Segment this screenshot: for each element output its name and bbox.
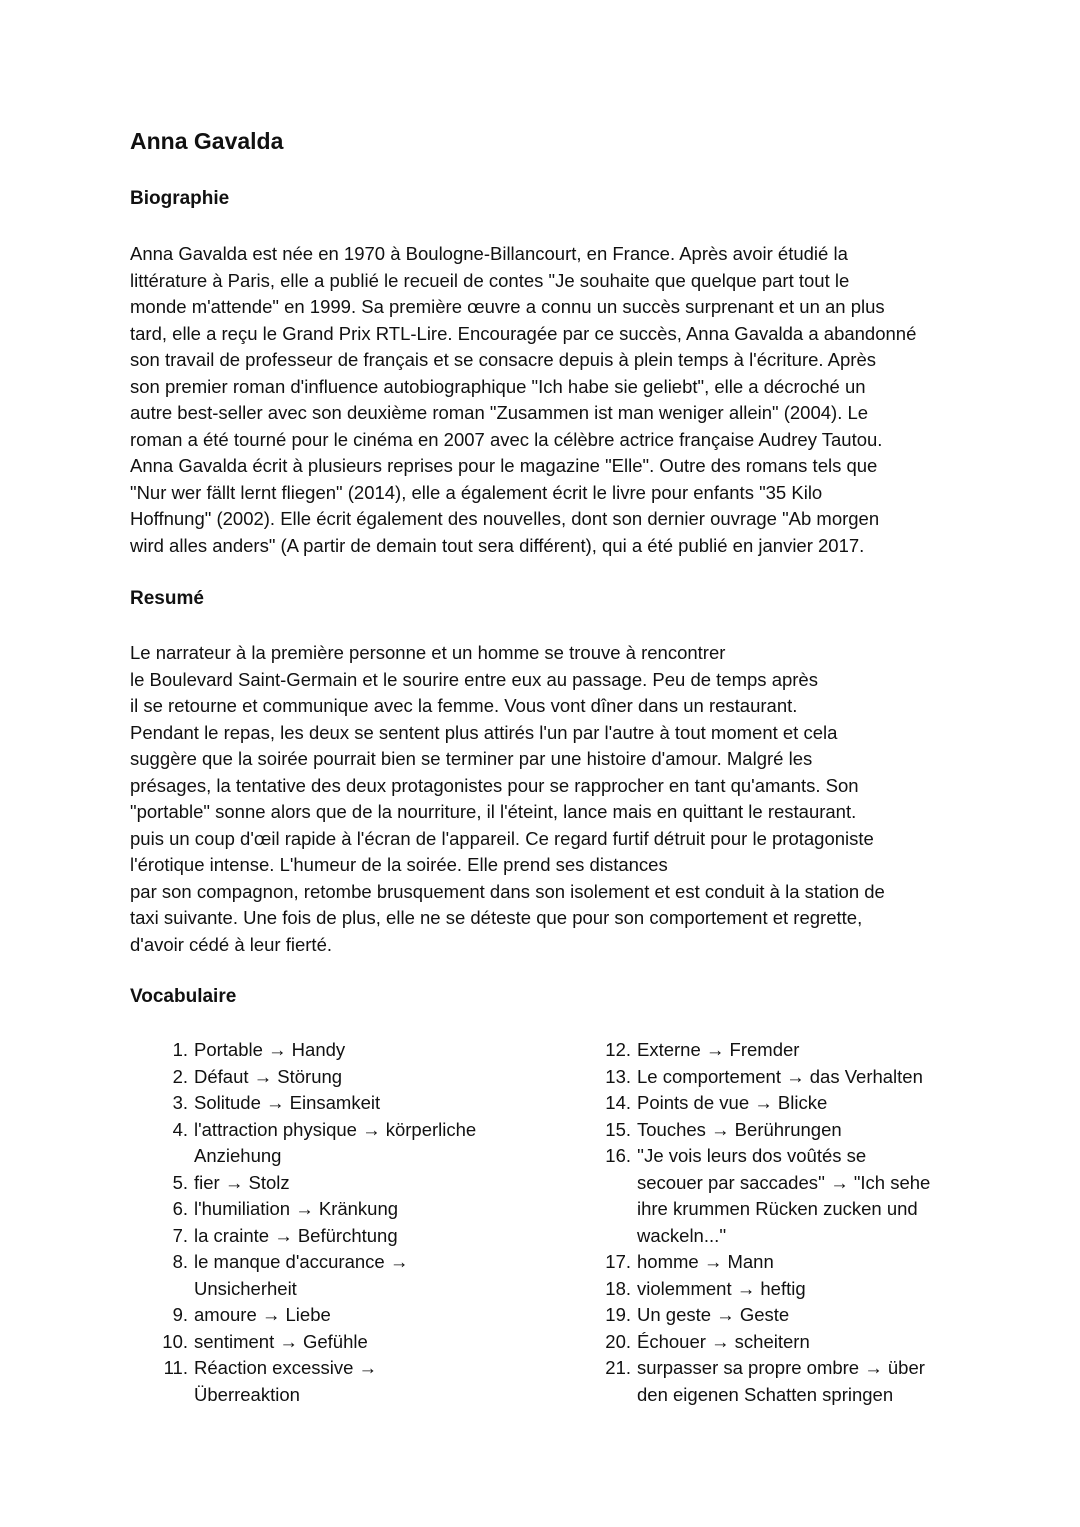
paragraph-line: tard, elle a reçu le Grand Prix RTL-Lire. Encouragée par ce succès, Anna Gavalda a abandonné [130, 322, 917, 344]
vocabulary-item-number: 6. [172, 1198, 188, 1219]
biographie-heading: Biographie [130, 188, 230, 209]
biographie-paragraph [130, 241, 990, 559]
vocabulary-item [160, 1064, 476, 1091]
vocabulary-item [603, 1302, 930, 1329]
vocabulary-item [603, 1090, 930, 1117]
paragraph-line: Hoffnung" (2002). Elle écrit également des nouvelles, dont son dernier ouvrage "Ab morgen [130, 508, 880, 529]
vocabulary-item-text: Échouer → scheitern [637, 1330, 810, 1352]
vocabulary-item-text: den eigenen Schatten springen [637, 1383, 894, 1405]
vocabulary-item-number: 19. [605, 1304, 631, 1325]
paragraph-line: son premier roman d'influence autobiographique "Ich habe sie geliebt", elle a décroché un [130, 375, 866, 397]
vocabulary-item-text: ''Je vois leurs dos voûtés se [637, 1145, 867, 1166]
paragraph-line: "Nur wer fällt lernt fliegen" (2014), elle a également écrit le livre pour enfants "35 Kilo [130, 481, 823, 503]
vocabulary-item-text: Réaction excessive → [194, 1357, 378, 1378]
vocabulary-item-number: 8. [172, 1251, 188, 1272]
vocabulary-item-text: secouer par saccades'' → "Ich sehe [637, 1171, 931, 1193]
vocabulary-item-text: l'attraction physique → körperliche [194, 1118, 477, 1140]
vocabulary-list-left [160, 1037, 476, 1408]
paragraph-line: roman a été tourné pour le cinéma en 2007 avec la célèbre actrice française Audrey Tautou. [130, 428, 883, 450]
paragraph-line: suggère que la soirée pourrait bien se terminer par une histoire d'amour. Malgré les [130, 748, 813, 769]
vocabulary-item [160, 1196, 476, 1223]
paragraph-line: puis un coup d'œil rapide à l'écran de l'appareil. Ce regard furtif détruit pour le protagoniste [130, 827, 874, 849]
vocabulary-item-text: Überreaktion [194, 1383, 300, 1405]
paragraph-line: Le narrateur à la première personne et un homme se trouve à rencontrer [130, 642, 726, 663]
vocabulary-item-number: 11. [163, 1357, 188, 1378]
vocabulary-item-number: 13. [605, 1065, 631, 1087]
vocabulary-item-text: Touches → Berührungen [637, 1118, 842, 1140]
paragraph-line: son travail de professeur de français et se consacre depuis à plein temps à l'écriture. Après [130, 349, 876, 370]
vocabulary-item [160, 1329, 476, 1356]
vocabulary-item-number: 9. [172, 1304, 188, 1325]
vocabulary-item-text: Un geste → Geste [637, 1304, 790, 1325]
paragraph-line: Anna Gavalda écrit à plusieurs reprises pour le magazine "Elle". Outre des romans tels que [130, 455, 878, 476]
vocabulary-item [160, 1302, 476, 1329]
vocabulary-item [160, 1249, 476, 1302]
vocabulary-item-number: 15. [605, 1118, 631, 1140]
vocabulary-item-number: 16. [605, 1145, 631, 1166]
vocabulary-item-text: homme → Mann [637, 1251, 774, 1272]
paragraph-line: le Boulevard Saint-Germain et le sourire entre eux au passage. Peu de temps après [130, 668, 818, 690]
vocabulary-item-text: wackeln...'' [637, 1224, 727, 1246]
paragraph-line: par son compagnon, retombe brusquement dans son isolement et est conduit à la station de [130, 880, 885, 902]
paragraph-line: taxi suivante. Une fois de plus, elle ne se déteste que pour son comportement et regrette, [130, 907, 863, 928]
paragraph-line: l'érotique intense. L'humeur de la soirée. Elle prend ses distances [130, 854, 668, 875]
vocabulary-item-number: 1. [172, 1039, 188, 1060]
vocabulary-item [160, 1037, 476, 1064]
vocabulary-item-number: 17. [605, 1251, 631, 1272]
paragraph-line: présages, la tentative des deux protagonistes pour se rapprocher en tant qu'amants. Son [130, 774, 859, 796]
vocabulary-item-number: 3. [172, 1092, 188, 1113]
resume-heading: Resumé [130, 588, 204, 609]
vocabulary-item-number: 20. [605, 1330, 631, 1352]
vocabulary-item-number: 12. [605, 1039, 631, 1060]
vocabulary-item [160, 1355, 476, 1408]
paragraph-line: Pendant le repas, les deux se sentent plus attirés l'un par l'autre à tout moment et cela [130, 721, 838, 743]
vocabulary-item [160, 1170, 476, 1197]
vocabulary-item-text: Externe → Fremder [637, 1039, 800, 1060]
vocabulary-item-number: 10. [162, 1330, 188, 1352]
vocabulary-item-number: 14. [605, 1092, 631, 1113]
vocabulary-item [603, 1117, 930, 1144]
paragraph-line: wird alles anders" (A partir de demain tout sera différent), qui a été publié en janvier 2017. [130, 534, 865, 556]
paragraph-line: il se retourne et communique avec la femme. Vous vont dîner dans un restaurant. [130, 695, 798, 716]
vocabulary-item [603, 1064, 930, 1091]
vocabulary-item-number: 5. [172, 1171, 188, 1193]
vocabulary-list-right [603, 1037, 930, 1408]
paragraph-line: Anna Gavalda est née en 1970 à Boulogne-Billancourt, en France. Après avoir étudié la [130, 243, 848, 264]
vocabulary-item [603, 1355, 930, 1408]
vocabulary-item-text: Portable → Handy [194, 1039, 346, 1060]
vocabulary-item-number: 21. [605, 1357, 631, 1378]
vocabulary-item [160, 1117, 476, 1170]
vocabulary-item [603, 1276, 930, 1303]
vocabulary-item [160, 1223, 476, 1250]
paragraph-line: autre best-seller avec son deuxième roman "Zusammen ist man weniger allein" (2004). Le [130, 402, 869, 423]
paragraph-line: littérature à Paris, elle a publié le recueil de contes "Je souhaite que quelque part tout le [130, 269, 850, 291]
vocabulary-item-text: fier → Stolz [194, 1171, 290, 1193]
paragraph-line: d'avoir cédé à leur fierté. [130, 933, 333, 955]
vocabulary-item-text: violemment → heftig [637, 1277, 806, 1299]
paragraph-line: monde m'attende" en 1999. Sa première œuvre a connu un succès surprenant et un an plus [130, 296, 885, 317]
vocabulary-item-number: 18. [605, 1277, 631, 1299]
vocabulary-item-text: la crainte → Befürchtung [194, 1224, 398, 1246]
vocabulary-item-text: l'humiliation → Kränkung [194, 1198, 399, 1219]
resume-paragraph [130, 640, 990, 958]
vocabulary-item-number: 4. [172, 1118, 188, 1140]
vocabulary-item-text: Le comportement → das Verhalten [637, 1065, 923, 1087]
vocabulary-item-text: sentiment → Gefühle [194, 1330, 368, 1352]
vocabulary-item-text: amoure → Liebe [194, 1304, 331, 1325]
vocabulary-item [160, 1090, 476, 1117]
vocabulary-item-text: Anziehung [194, 1145, 282, 1166]
vocabulary-item-text: surpasser sa propre ombre → über [637, 1357, 925, 1378]
vocabulary-item-text: Points de vue → Blicke [637, 1092, 828, 1113]
paragraph-line: "portable" sonne alors que de la nourriture, il l'éteint, lance mais en quittant le restaurant. [130, 801, 857, 822]
vocabulary-item [603, 1329, 930, 1356]
document-title: Anna Gavalda [130, 128, 284, 154]
vocabulary-item-text: Unsicherheit [194, 1277, 297, 1299]
vocabulary-item-number: 2. [172, 1065, 188, 1087]
vocabulary-item [603, 1249, 930, 1276]
vocabulaire-heading: Vocabulaire [130, 986, 237, 1007]
vocabulary-item-text: Solitude → Einsamkeit [194, 1092, 381, 1113]
vocabulary-item-number: 7. [172, 1224, 188, 1246]
vocabulary-item-text: le manque d'accurance → [194, 1251, 409, 1272]
vocabulary-item [603, 1143, 930, 1249]
vocabulary-item-text: Défaut → Störung [194, 1065, 343, 1087]
vocabulary-item [603, 1037, 930, 1064]
vocabulary-item-text: ihre krummen Rücken zucken und [637, 1198, 918, 1219]
